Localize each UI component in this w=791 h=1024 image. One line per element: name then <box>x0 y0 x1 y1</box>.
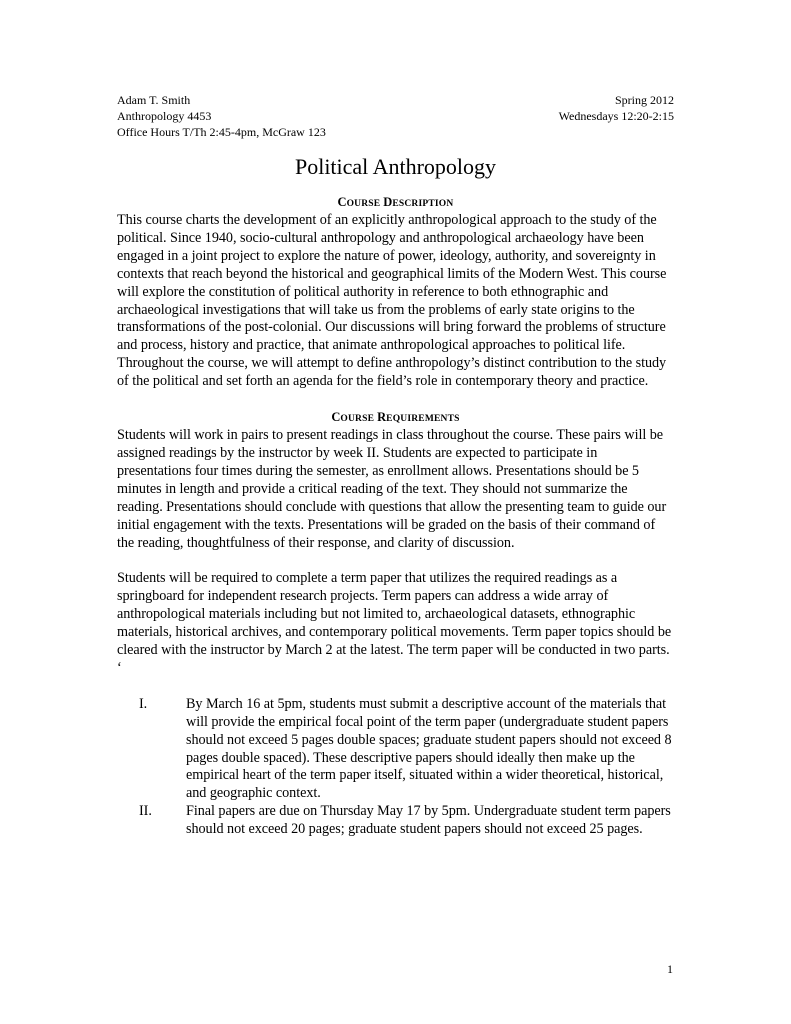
term: Spring 2012 <box>614 93 674 107</box>
meeting-schedule: Wednesdays 12:20-2:15 <box>558 109 674 123</box>
document-header <box>117 92 674 140</box>
list-item <box>117 696 674 803</box>
list-item-number: I. <box>139 695 148 712</box>
header-left-block <box>117 92 447 140</box>
office-hours: Office Hours T/Th 2:45-4pm, McGraw 123 <box>117 125 326 139</box>
header-right-block <box>559 92 674 124</box>
course-description-heading: COURSE DESCRIPTION <box>337 195 454 209</box>
requirements-paragraph-presentations: Students will work in pairs to present readings in class throughout the course. These pairs will be assigned readings by the instructor by week II. Students are expected to participate in presentations four times during the semester, as enrollment allows. Presentations should be 5 minutes in length and provide a critical reading of the text. They should not summarize the reading. Presentations should conclude with questions that allow the presenting team to guide our initial engagement with the texts. Presentations will be graded on the basis of their command of the reading, thoughtfulness of their response, and clarity of discussion. <box>117 427 667 551</box>
list-item-text: By March 16 at 5pm, students must submit a descriptive account of the materials that will provide the empirical focal point of the term paper (undergraduate student papers should not exceed 5 pages double spaces; graduate student papers should not exceed 8 pages double spaced). These descriptive papers should ideally then make up the empirical heart of the term paper itself, situated within a wider theoretical, historical, and geographic context. <box>186 695 672 802</box>
course-requirements-heading: COURSE REQUIREMENTS <box>331 410 460 425</box>
list-item <box>117 803 674 839</box>
course-description-text: This course charts the development of an explicitly anthropological approach to the study of the political. Since 1940, socio-cultural anthropology and anthropological archaeology have been engaged in a joint project to explore the nature of power, ideology, authority, and sovereignty in contexts that reach beyond the historical and geographical limits of the Modern West. This course will explore the constitution of political authority in reference to both ethnographic and archaeological investigations that will take us from the problems of early state origins to the transformations of the post-colonial. Our discussions will bring forward the problems of structure and process, history and practice, that animate anthropological approaches to political life. Throughout the course, we will attempt to define anthropology’s distinct contribution to the study of the political and set forth an agenda for the field’s role in contemporary theory and practice. <box>117 212 667 390</box>
list-item-text: Final papers are due on Thursday May 17 by 5pm. Undergraduate student term papers should not exceed 20 pages; graduate student papers should not exceed 25 pages. <box>186 803 671 838</box>
instructor-name: Adam T. Smith <box>117 93 191 107</box>
spacer <box>117 552 674 570</box>
spacer <box>117 391 674 409</box>
term-paper-parts-list <box>117 696 674 839</box>
list-item-number: II. <box>139 803 152 820</box>
document-title: Political Anthropology <box>294 154 497 179</box>
document-page <box>117 92 674 839</box>
requirements-paragraph-term-paper: Students will be required to complete a term paper that utilizes the required readings as a springboard for independent research projects. Term papers can address a wide array of anthropological materials including but not limited to, archaeological datasets, ethnographic materials, historical archives, and contemporary political movements. Term paper topics should be cleared with the instructor by March 2 at the latest. The term paper will be conducted in two parts. ‘ <box>117 570 672 676</box>
page-number: 1 <box>667 962 673 976</box>
course-number: Anthropology 4453 <box>117 109 212 123</box>
